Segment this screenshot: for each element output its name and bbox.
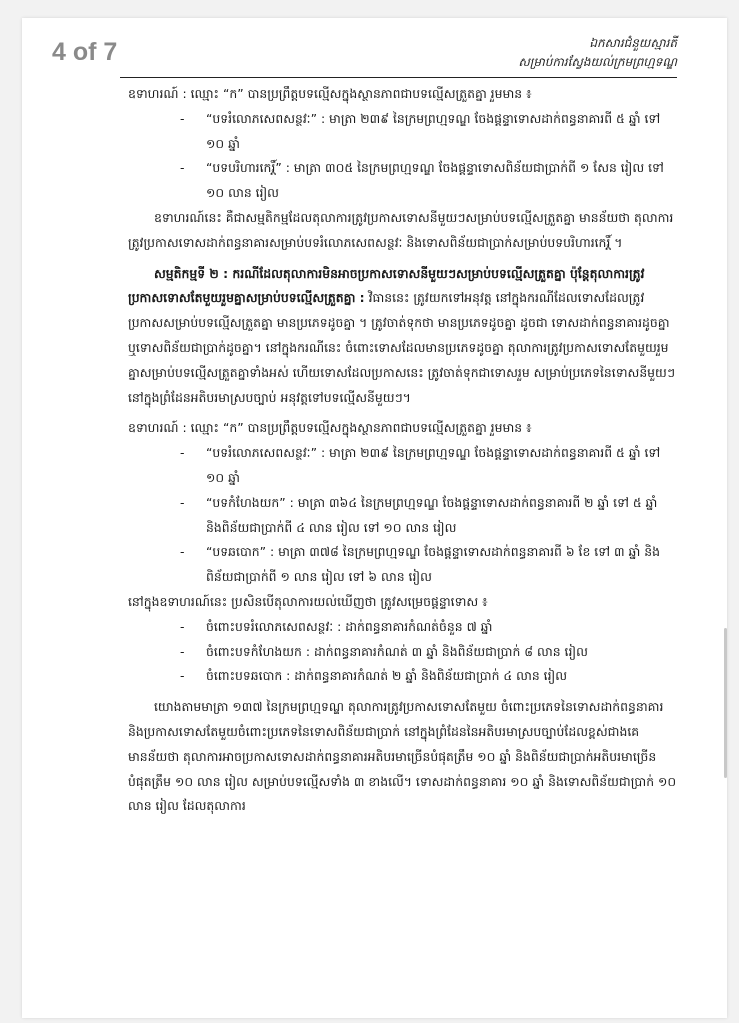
list-item: - ចំពោះបទរំលោភសេពសន្ថវៈ : ដាក់ពន្ធនាគារកំណត់ចំនួន ៧ ឆ្នាំ <box>180 618 493 634</box>
header-subtitle: សម្រាប់ការស្វែងយល់ក្រមព្រហ្មទណ្ឌ <box>518 55 677 69</box>
header-title: ឯកសារជំនួយស្មារតី <box>589 36 677 50</box>
example-1-explanation: ឧទាហរណ៍នេះ គឺជាសម្មតិកម្មដែលតុលាការត្រូវប្រកាសទោសនីមួយៗសម្រាប់បទល្មើសត្រួតគ្នា មានន័យថា តុលាការត្រូវប្រកាសទោសដាក់ពន្ធនាគារសម្រាប់បទរំលោភសេពសន្ថវៈ និងទោសពិន័យជាប្រាក់សម្រាប់បទបរិហារកេរ្តិ៍ ។ <box>128 209 674 250</box>
hypothesis-2-paragraph <box>128 262 677 411</box>
list-item: - “បទកំហែងយក” : មាត្រា ៣៦៤ នៃក្រមព្រហ្មទណ្ឌ ចែងផ្ដន្ទាទោសដាក់ពន្ធនាគារពី ២ ឆ្នាំ ទៅ ៥ ឆ្នាំ និងពិន័យជាប្រាក់ពី ៤ លាន រៀល ទៅ ១០ លាន រៀល <box>180 494 658 535</box>
scrollbar[interactable] <box>724 628 727 778</box>
document-header <box>518 34 677 72</box>
hypothesis-2-text: វិធាននេះ ត្រូវយកទៅអនុវត្ត នៅក្នុងករណីដែលទោសដែលត្រូវប្រកាសសម្រាប់បទល្មើសត្រួតគ្នា មានប្រភេទដូចគ្នា ។ ត្រូវចាត់ទុកថា មានប្រភេទដូចគ្នា ដូចជា ទោសដាក់ពន្ធនាគារដូចគ្នា ឬទោសពិន័យជាប្រាក់ដូចគ្នា។ នៅក្នុងករណីនេះ ចំពោះទោសដែលមានប្រភេទដូចគ្នា តុលាការត្រូវប្រកាសទោសតែមួយរួមគ្នាសម្រាប់បទល្មើសត្រួតគ្នាទាំងអស់ ហើយទោសដែលប្រកាសនេះ ត្រូវចាត់ទុកជាទោសរួម សម្រាប់ប្រភេទនៃទោសនីមួយៗ នៅក្នុងព្រំដែនអតិបរមាស្របច្បាប់ អនុវត្តទៅបទល្មើសនីមួយៗ។ <box>128 290 676 405</box>
decision-intro: នៅក្នុងឧទាហរណ៍នេះ ប្រសិនបើតុលាការយល់ឃើញថា ត្រូវសម្រេចផ្ដន្ទាទោស ៖ <box>128 593 488 609</box>
list-item: - ចំពោះបទកំហែងយក : ដាក់ពន្ធនាគារកំណត់ ៣ ឆ្នាំ និងពិន័យជាប្រាក់ ៨ លាន រៀល <box>180 643 588 659</box>
page-indicator: 4 of 7 <box>52 38 118 66</box>
list-item: - “បទបរិហារកេរ្តិ៍” : មាត្រា ៣០៥ នៃក្រមព្រហ្មទណ្ឌ ចែងផ្ដន្ទាទោសពិន័យជាប្រាក់ពី ១ សែន រៀល ទៅ ១០ លាន រៀល <box>180 160 664 201</box>
conclusion-paragraph: យោងតាមមាត្រា ១៣៧ នៃក្រមព្រហ្មទណ្ឌ តុលាការត្រូវប្រកាសទោសតែមួយ ចំពោះប្រភេទនៃទោសដាក់ពន្ធនាគារ និងប្រកាសទោសតែមួយចំពោះប្រភេទនៃទោសពិន័យជាប្រាក់ នៅក្នុងព្រំដែននៃអតិបរមាស្របច្បាប់ដែលខ្ពស់ជាងគេ មានន័យថា តុលាការអាចប្រកាសទោសដាក់ពន្ធនាគារអតិបរមាច្រើនបំផុតត្រឹម ១០ ឆ្នាំ និងពិន័យជាប្រាក់អតិបរមាច្រើនបំផុតត្រឹម ១០ លាន រៀល សម្រាប់បទល្មើសទាំង ៣ ខាងលើ។ ទោសដាក់ពន្ធនាគារ ១០ ឆ្នាំ និងទោសពិន័យជាប្រាក់ ១០ លាន រៀល ដែលតុលាការ <box>128 699 677 814</box>
list-item: - “បទឆបោក” : មាត្រា ៣៧៨ នៃក្រមព្រហ្មទណ្ឌ ចែងផ្ដន្ទាទោសដាក់ពន្ធនាគារពី ៦ ខែ ទៅ ៣ ឆ្នាំ និងពិន័យជាប្រាក់ពី ១ លាន រៀល ទៅ ៦ លាន រៀល <box>180 544 660 585</box>
hypothesis-2-heading: សម្មតិកម្មទី ២ : ករណីដែលតុលាការមិនអាចប្រកាសទោសនីមួយៗសម្រាប់បទល្មើសត្រួតគ្នា ប៉ុន្តែតុលាការត្រូវប្រកាសទោសតែមួយរួមគ្នាសម្រាប់បទល្មើសត្រួតគ្នា : <box>128 265 645 306</box>
list-item: - ចំពោះបទឆបោក : ដាក់ពន្ធនាគារកំណត់ ២ ឆ្នាំ និងពិន័យជាប្រាក់ ៤ លាន រៀល <box>180 668 567 684</box>
document-body <box>128 82 677 819</box>
example-2-intro: ឧទាហរណ៍ : ឈ្មោះ “ក” បានប្រព្រឹត្តបទល្មើសក្នុងស្ថានភាពជាបទល្មើសត្រួតគ្នា រួមមាន ៖ <box>128 420 532 436</box>
example-1-intro: ឧទាហរណ៍ : ឈ្មោះ “ក” បានប្រព្រឹត្តបទល្មើសក្នុងស្ថានភាពជាបទល្មើសត្រួតគ្នា រួមមាន ៖ <box>128 86 532 101</box>
list-item: - “បទរំលោភសេពសន្ថវៈ” : មាត្រា ២៣៩ នៃក្រមព្រហ្មទណ្ឌ ចែងផ្ដន្ទាទោសដាក់ពន្ធនាគារពី ៥ ឆ្នាំ ទៅ ១០ ឆ្នាំ <box>180 445 661 485</box>
list-item: - “បទរំលោភសេពសន្ថវៈ” : មាត្រា ២៣៩ នៃក្រមព្រហ្មទណ្ឌ ចែងផ្ដន្ទាទោសដាក់ពន្ធនាគារពី ៥ ឆ្នាំ ទៅ ១០ ឆ្នាំ <box>180 110 661 151</box>
header-divider <box>120 77 677 78</box>
